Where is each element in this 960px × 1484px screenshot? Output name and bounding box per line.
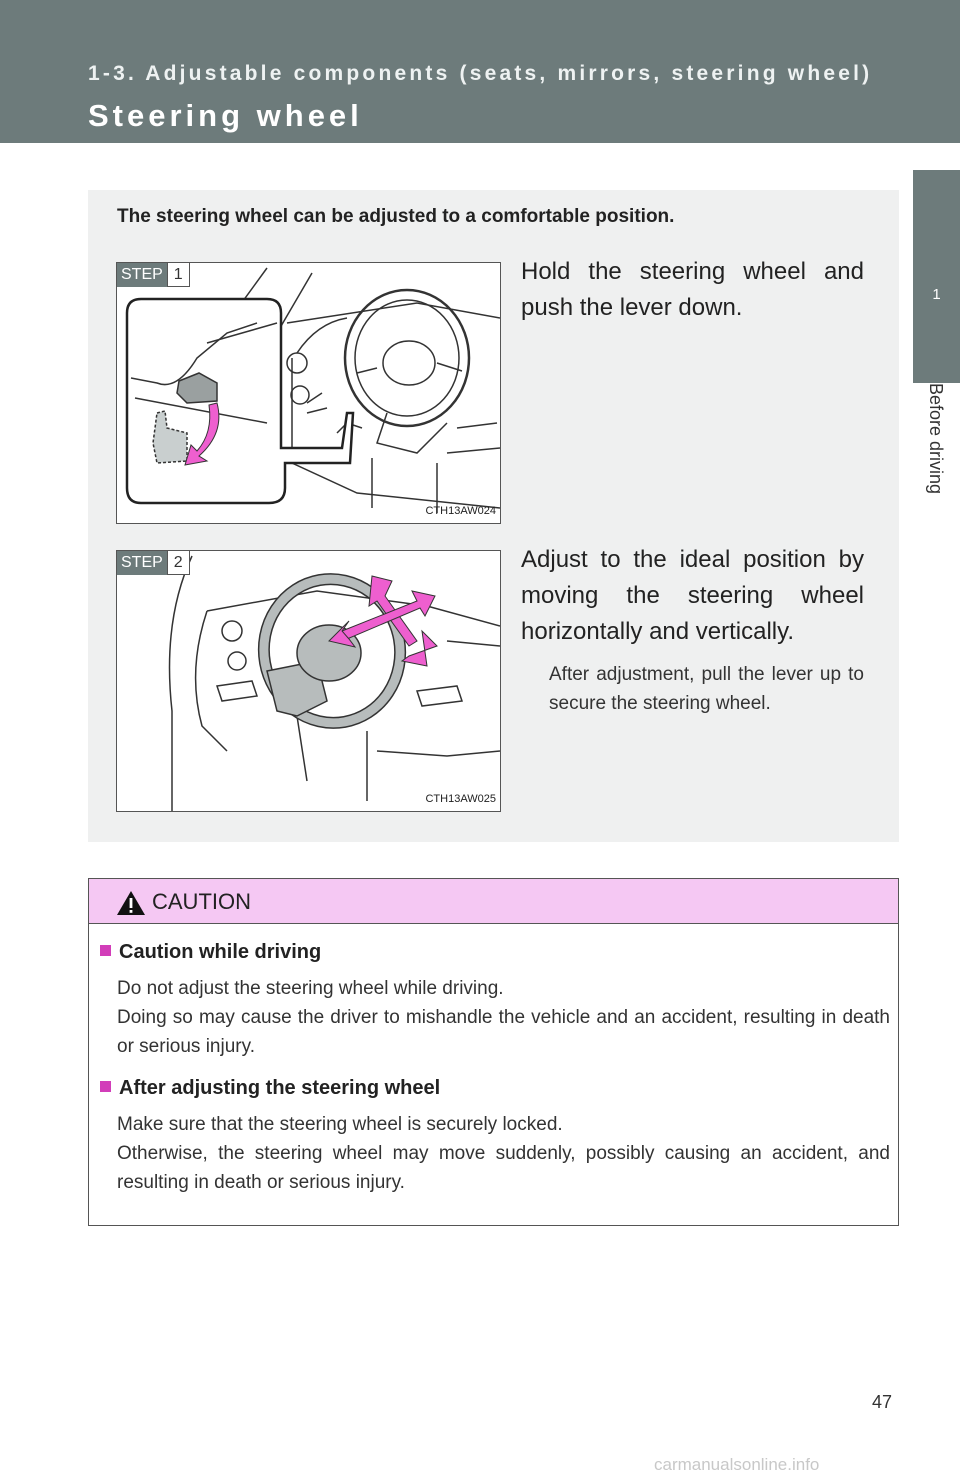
caution-item [100, 1077, 890, 1197]
step-number: 1 [167, 263, 190, 287]
caution-heading: CAUTION [152, 889, 251, 914]
caution-item-title: Caution while driving [119, 941, 322, 963]
caution-item-title: After adjusting the steering wheel [119, 1077, 441, 1099]
figure-code: CTH13AW025 [425, 793, 496, 805]
chapter-label-box [913, 383, 960, 523]
step2-note: After adjustment, pull the lever up to secure the steering wheel. [549, 664, 864, 714]
caution-item [100, 941, 890, 1061]
step-number: 2 [167, 551, 190, 575]
step-label: STEP [117, 263, 167, 287]
step1-text: Hold the steering wheel and push the lever down. [521, 258, 864, 321]
intro-text: The steering wheel can be adjusted to a comfortable position. [117, 206, 675, 227]
step2-text: Adjust to the ideal position by moving the steering wheel horizontally and vertically. [521, 546, 864, 645]
caution-line: Otherwise, the steering wheel may move suddenly, possibly causing an accident, and resulting in death or serious injury. [117, 1143, 890, 1193]
chapter-side-tab [913, 170, 960, 1245]
chapter-number: 1 [932, 286, 941, 303]
caution-line: Do not adjust the steering wheel while driving. [117, 978, 504, 999]
page-number: 47 [872, 1392, 893, 1412]
figure-code: CTH13AW024 [425, 505, 496, 517]
step-label: STEP [117, 551, 167, 575]
step-badge [117, 551, 190, 575]
chapter-number-box [913, 170, 960, 383]
step-badge [117, 263, 190, 287]
step2-drawing [117, 551, 500, 811]
step2-illustration [116, 550, 501, 812]
page-title: Steering wheel [88, 98, 363, 133]
chapter-header [0, 0, 960, 143]
caution-line: Make sure that the steering wheel is securely locked. [117, 1114, 563, 1135]
watermark: carmanualsonline.info [654, 1455, 820, 1474]
chapter-label: Before driving [926, 383, 946, 495]
step1-illustration [116, 262, 501, 524]
bullet-square-icon [100, 1081, 111, 1092]
section-heading: 1-3. Adjustable components (seats, mirrors, steering wheel) [88, 62, 873, 85]
caution-header [89, 879, 898, 924]
bullet-square-icon [100, 945, 111, 956]
warning-triangle-icon [116, 890, 146, 916]
caution-box [88, 878, 899, 1226]
caution-line: Doing so may cause the driver to mishandle the vehicle and an accident, resulting in death or serious injury. [117, 1007, 890, 1057]
step1-drawing [117, 263, 500, 523]
